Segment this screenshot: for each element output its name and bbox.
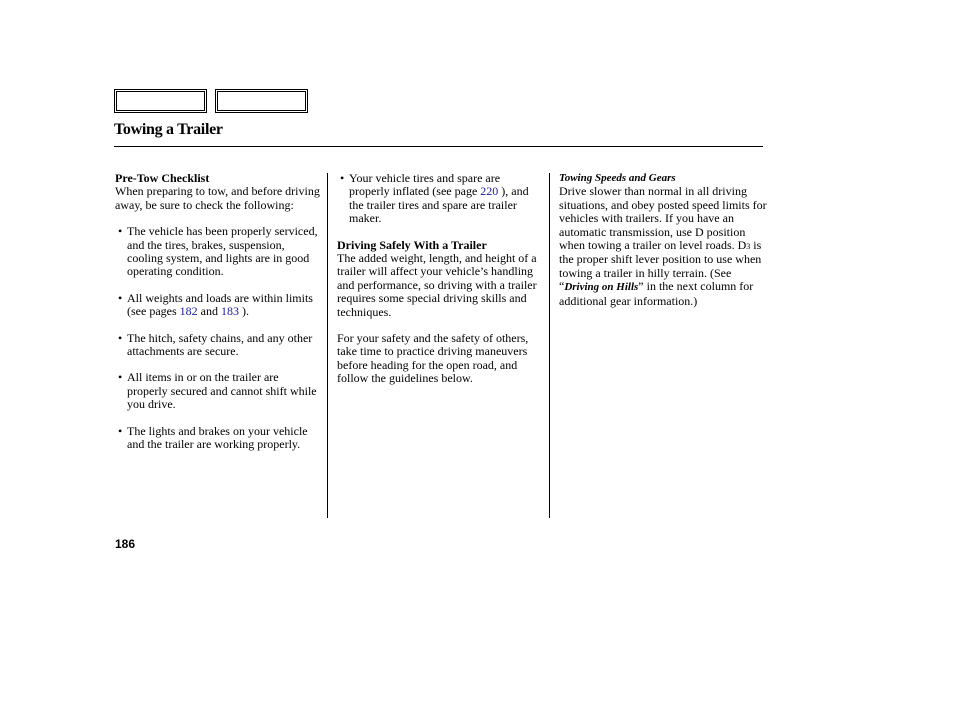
- page-link-220[interactable]: 220: [480, 184, 499, 199]
- page-number: 186: [115, 537, 136, 551]
- list-item: • All items in or on the trailer are properly secured and cannot shift while you drive.: [115, 371, 320, 411]
- title-divider: [114, 146, 763, 147]
- checklist: [115, 225, 320, 451]
- list-item: • Your vehicle tires and spare are properly inflated (see page 220 ), and the trailer tires and spare are trailer maker.: [337, 172, 542, 226]
- list-item: • The vehicle has been properly serviced, and the tires, brakes, suspension, cooling system, and lights are in good operating condition.: [115, 225, 320, 279]
- index-button[interactable]: [215, 89, 308, 113]
- column-driving-safely: [337, 172, 542, 386]
- paragraph: Drive slower than normal in all driving situations, and obey posted speed limits for vehicles with trailers. If you have an automatic transmission, use D position when towing a trailer on level roads. D3 is the proper shift lever position to use when towing a trailer in hilly terrain. (See “Driving on Hills” in the next column for additional gear information.): [559, 184, 767, 308]
- page-title: Towing a Trailer: [114, 121, 223, 138]
- main-menu-button[interactable]: [114, 89, 207, 113]
- section-heading: Towing Speeds and Gears: [559, 172, 676, 184]
- section-heading: Driving Safely With a Trailer: [337, 237, 487, 252]
- page-link-182[interactable]: 182: [179, 304, 198, 319]
- column-divider: [327, 173, 328, 518]
- column-pre-tow-checklist: [115, 172, 320, 452]
- list-item: • The hitch, safety chains, and any other attachments are secure.: [115, 332, 320, 359]
- list-item: • The lights and brakes on your vehicle and the trailer are working properly.: [115, 425, 320, 452]
- column-towing-speeds: [559, 172, 767, 308]
- cross-reference: Driving on Hills: [564, 281, 639, 294]
- list-item: • All weights and loads are within limits (see pages 182 and 183 ).: [115, 292, 320, 319]
- checklist-continued: [337, 172, 542, 226]
- column-divider: [549, 173, 550, 518]
- section-heading: Pre-Tow Checklist: [115, 171, 210, 185]
- intro-paragraph: When preparing to tow, and before driving away, be sure to check the following:: [115, 184, 320, 212]
- paragraph: The added weight, length, and height of a trailer will affect your vehicle’s handling and performance, so driving with a trailer requires some special driving skills and techniques.: [337, 251, 537, 319]
- page-link-183[interactable]: 183: [220, 304, 239, 319]
- paragraph: For your safety and the safety of others, take time to practice driving maneuvers before heading for the open road, and follow the guidelines below.: [337, 331, 529, 386]
